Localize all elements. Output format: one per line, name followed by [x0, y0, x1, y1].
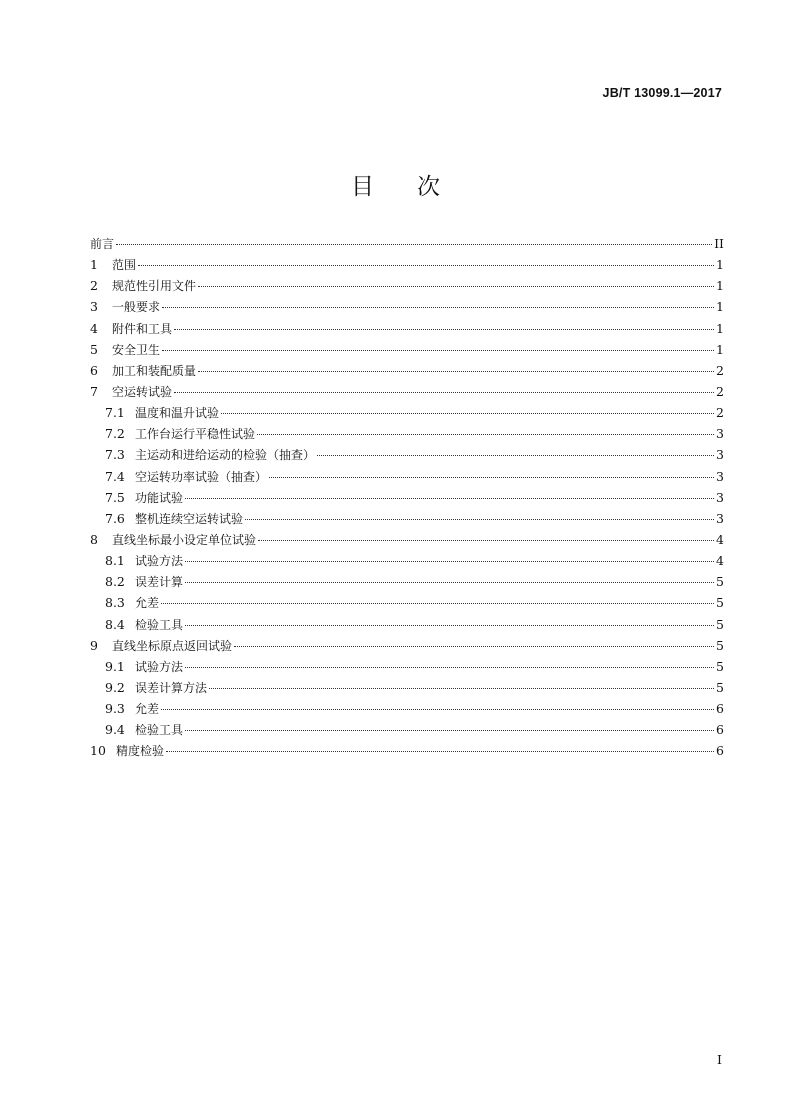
toc-entry-number: 7.5: [105, 489, 125, 505]
toc-entry-number: 9.2: [105, 679, 125, 695]
toc-entry-number: 5: [90, 341, 98, 357]
toc-entry-page: 1: [716, 257, 724, 273]
page-number: I: [717, 1052, 722, 1067]
toc-entry-label: 检验工具: [135, 617, 184, 632]
toc-dot-leader: [258, 540, 714, 541]
toc-entry[interactable]: [90, 318, 724, 339]
toc-entry-page: 6: [716, 743, 724, 759]
toc-dot-leader: [185, 498, 714, 499]
toc-entry-label: 空运转试验: [112, 384, 173, 399]
toc-entry-number: 7.4: [105, 468, 125, 484]
toc-entry-page: 4: [716, 531, 724, 547]
toc-entry-number: 2: [90, 278, 98, 294]
toc-entry-page: 2: [716, 362, 724, 378]
toc-entry[interactable]: [90, 402, 724, 423]
toc-entry-label: 功能试验: [135, 490, 184, 505]
toc-entry[interactable]: [90, 740, 724, 761]
toc-entry-number: 3: [90, 299, 98, 315]
toc-dot-leader: [185, 730, 714, 731]
toc-entry-page: 6: [716, 701, 724, 717]
page-title-part1: 目: [351, 174, 375, 200]
toc-entry[interactable]: [90, 719, 724, 740]
toc-entry-number: 7.1: [105, 405, 125, 421]
toc-entry[interactable]: [90, 698, 724, 719]
toc-entry-page: 1: [716, 278, 724, 294]
toc-entry-label: 加工和装配质量: [112, 363, 197, 378]
toc-entry-number: 9.4: [105, 722, 125, 738]
toc-entry[interactable]: [90, 466, 724, 487]
toc-entry[interactable]: [90, 423, 724, 444]
toc-dot-leader: [185, 667, 714, 668]
toc-entry-page: 3: [716, 468, 724, 484]
toc-dot-leader: [221, 413, 714, 414]
toc-entry-number: 8: [90, 531, 98, 547]
toc-entry[interactable]: [90, 529, 724, 550]
toc-entry[interactable]: [90, 635, 724, 656]
toc-entry-number: 8.3: [105, 595, 125, 611]
toc-entry-page: 2: [716, 383, 724, 399]
toc-dot-leader: [161, 603, 714, 604]
toc-dot-leader: [257, 434, 714, 435]
toc-entry-number: 6: [90, 362, 98, 378]
toc-dot-leader: [185, 625, 714, 626]
toc-entry-number: 7.6: [105, 510, 125, 526]
toc-entry-page: 5: [716, 637, 724, 653]
toc-entry-page: 5: [716, 574, 724, 590]
toc-dot-leader: [138, 265, 714, 266]
toc-entry-page: 3: [716, 447, 724, 463]
toc-entry-number: 10: [90, 743, 106, 759]
toc-entry-number: 7: [90, 383, 98, 399]
toc-entry[interactable]: [90, 275, 724, 296]
toc-entry[interactable]: [90, 360, 724, 381]
toc-entry-page: 6: [716, 722, 724, 738]
toc-dot-leader: [198, 371, 714, 372]
toc-entry[interactable]: [90, 656, 724, 677]
toc-entry[interactable]: [90, 614, 724, 635]
toc-entry-label: 误差计算: [135, 575, 184, 590]
toc-entry[interactable]: [90, 677, 724, 698]
toc-entry-label: 安全卫生: [112, 342, 161, 357]
toc-entry-number: 9.1: [105, 658, 125, 674]
toc-entry-label: 工作台运行平稳性试验: [135, 427, 256, 442]
toc-entry[interactable]: [90, 339, 724, 360]
toc-dot-leader: [317, 455, 714, 456]
toc-entry[interactable]: [90, 592, 724, 613]
toc-entry-label: 直线坐标原点返回试验: [112, 638, 233, 653]
toc-dot-leader: [269, 477, 714, 478]
toc-entry-number: 8.4: [105, 616, 125, 632]
toc-entry-page: 5: [716, 595, 724, 611]
toc-entry-label: 整机连续空运转试验: [135, 511, 244, 526]
toc-entry-label: 直线坐标最小设定单位试验: [112, 532, 257, 547]
toc-entry[interactable]: [90, 381, 724, 402]
toc-entry-page: 5: [716, 679, 724, 695]
toc-entry-label: 规范性引用文件: [112, 279, 197, 294]
toc-entry-page: 3: [716, 489, 724, 505]
toc-dot-leader: [174, 329, 714, 330]
toc-entry-label: 前言: [90, 237, 115, 251]
toc-entry-page: 1: [716, 299, 724, 315]
toc-entry-label: 试验方法: [135, 554, 184, 569]
toc-entry-number: 8.2: [105, 574, 125, 590]
toc-dot-leader: [185, 582, 714, 583]
toc-entry-page: 2: [716, 405, 724, 421]
toc-entry-number: 9: [90, 637, 98, 653]
toc-entry-label: 一般要求: [112, 300, 161, 315]
toc-entry[interactable]: [90, 487, 724, 508]
toc-dot-leader: [245, 519, 714, 520]
toc-dot-leader: [162, 350, 714, 351]
toc-entry-label: 空运转功率试验（抽查）: [135, 469, 268, 484]
toc-entry-page: 5: [716, 658, 724, 674]
toc-entry-page: 1: [716, 341, 724, 357]
toc-entry[interactable]: [90, 571, 724, 592]
toc-entry-label: 主运动和进给运动的检验（抽查）: [135, 448, 316, 463]
toc-entry[interactable]: [90, 233, 724, 254]
toc-dot-leader: [174, 392, 714, 393]
toc-entry-label: 试验方法: [135, 659, 184, 674]
toc-entry-label: 范围: [112, 258, 137, 273]
toc-entry-label: 允差: [135, 596, 160, 611]
toc-entry-page: 5: [716, 616, 724, 632]
toc-entry[interactable]: [90, 508, 724, 529]
toc-entry-number: 7.3: [105, 447, 125, 463]
toc-entry-page: 3: [716, 510, 724, 526]
toc-dot-leader: [116, 244, 712, 245]
toc-entry-label: 检验工具: [135, 723, 184, 738]
toc-dot-leader: [234, 646, 714, 647]
toc-entry-number: 4: [90, 320, 98, 336]
toc-entry-number: 7.2: [105, 426, 125, 442]
toc-entry[interactable]: [90, 296, 724, 317]
standard-code: JB/T 13099.1—2017: [602, 86, 722, 100]
toc-entry-page: II: [714, 236, 724, 251]
toc-dot-leader: [185, 561, 714, 562]
toc-entry-label: 允差: [135, 702, 160, 717]
toc-entry-page: 1: [716, 320, 724, 336]
toc-entry[interactable]: [90, 254, 724, 275]
toc-entry-page: 3: [716, 426, 724, 442]
toc-entry-label: 误差计算方法: [135, 680, 208, 695]
toc-entry-page: 4: [716, 553, 724, 569]
toc-entry[interactable]: [90, 550, 724, 571]
toc-entry-number: 8.1: [105, 553, 125, 569]
toc-dot-leader: [161, 709, 714, 710]
table-of-contents: [90, 233, 724, 762]
toc-entry-label: 温度和温升试验: [135, 406, 220, 421]
toc-dot-leader: [166, 751, 714, 752]
toc-dot-leader: [162, 307, 714, 308]
page-title-part2: 次: [417, 174, 441, 200]
page-title: [0, 168, 792, 201]
toc-entry-label: 附件和工具: [112, 321, 173, 336]
toc-dot-leader: [209, 688, 714, 689]
toc-entry-label: 精度检验: [116, 744, 165, 759]
toc-entry[interactable]: [90, 444, 724, 465]
toc-dot-leader: [198, 286, 714, 287]
toc-entry-number: 1: [90, 257, 98, 273]
toc-entry-number: 9.3: [105, 701, 125, 717]
